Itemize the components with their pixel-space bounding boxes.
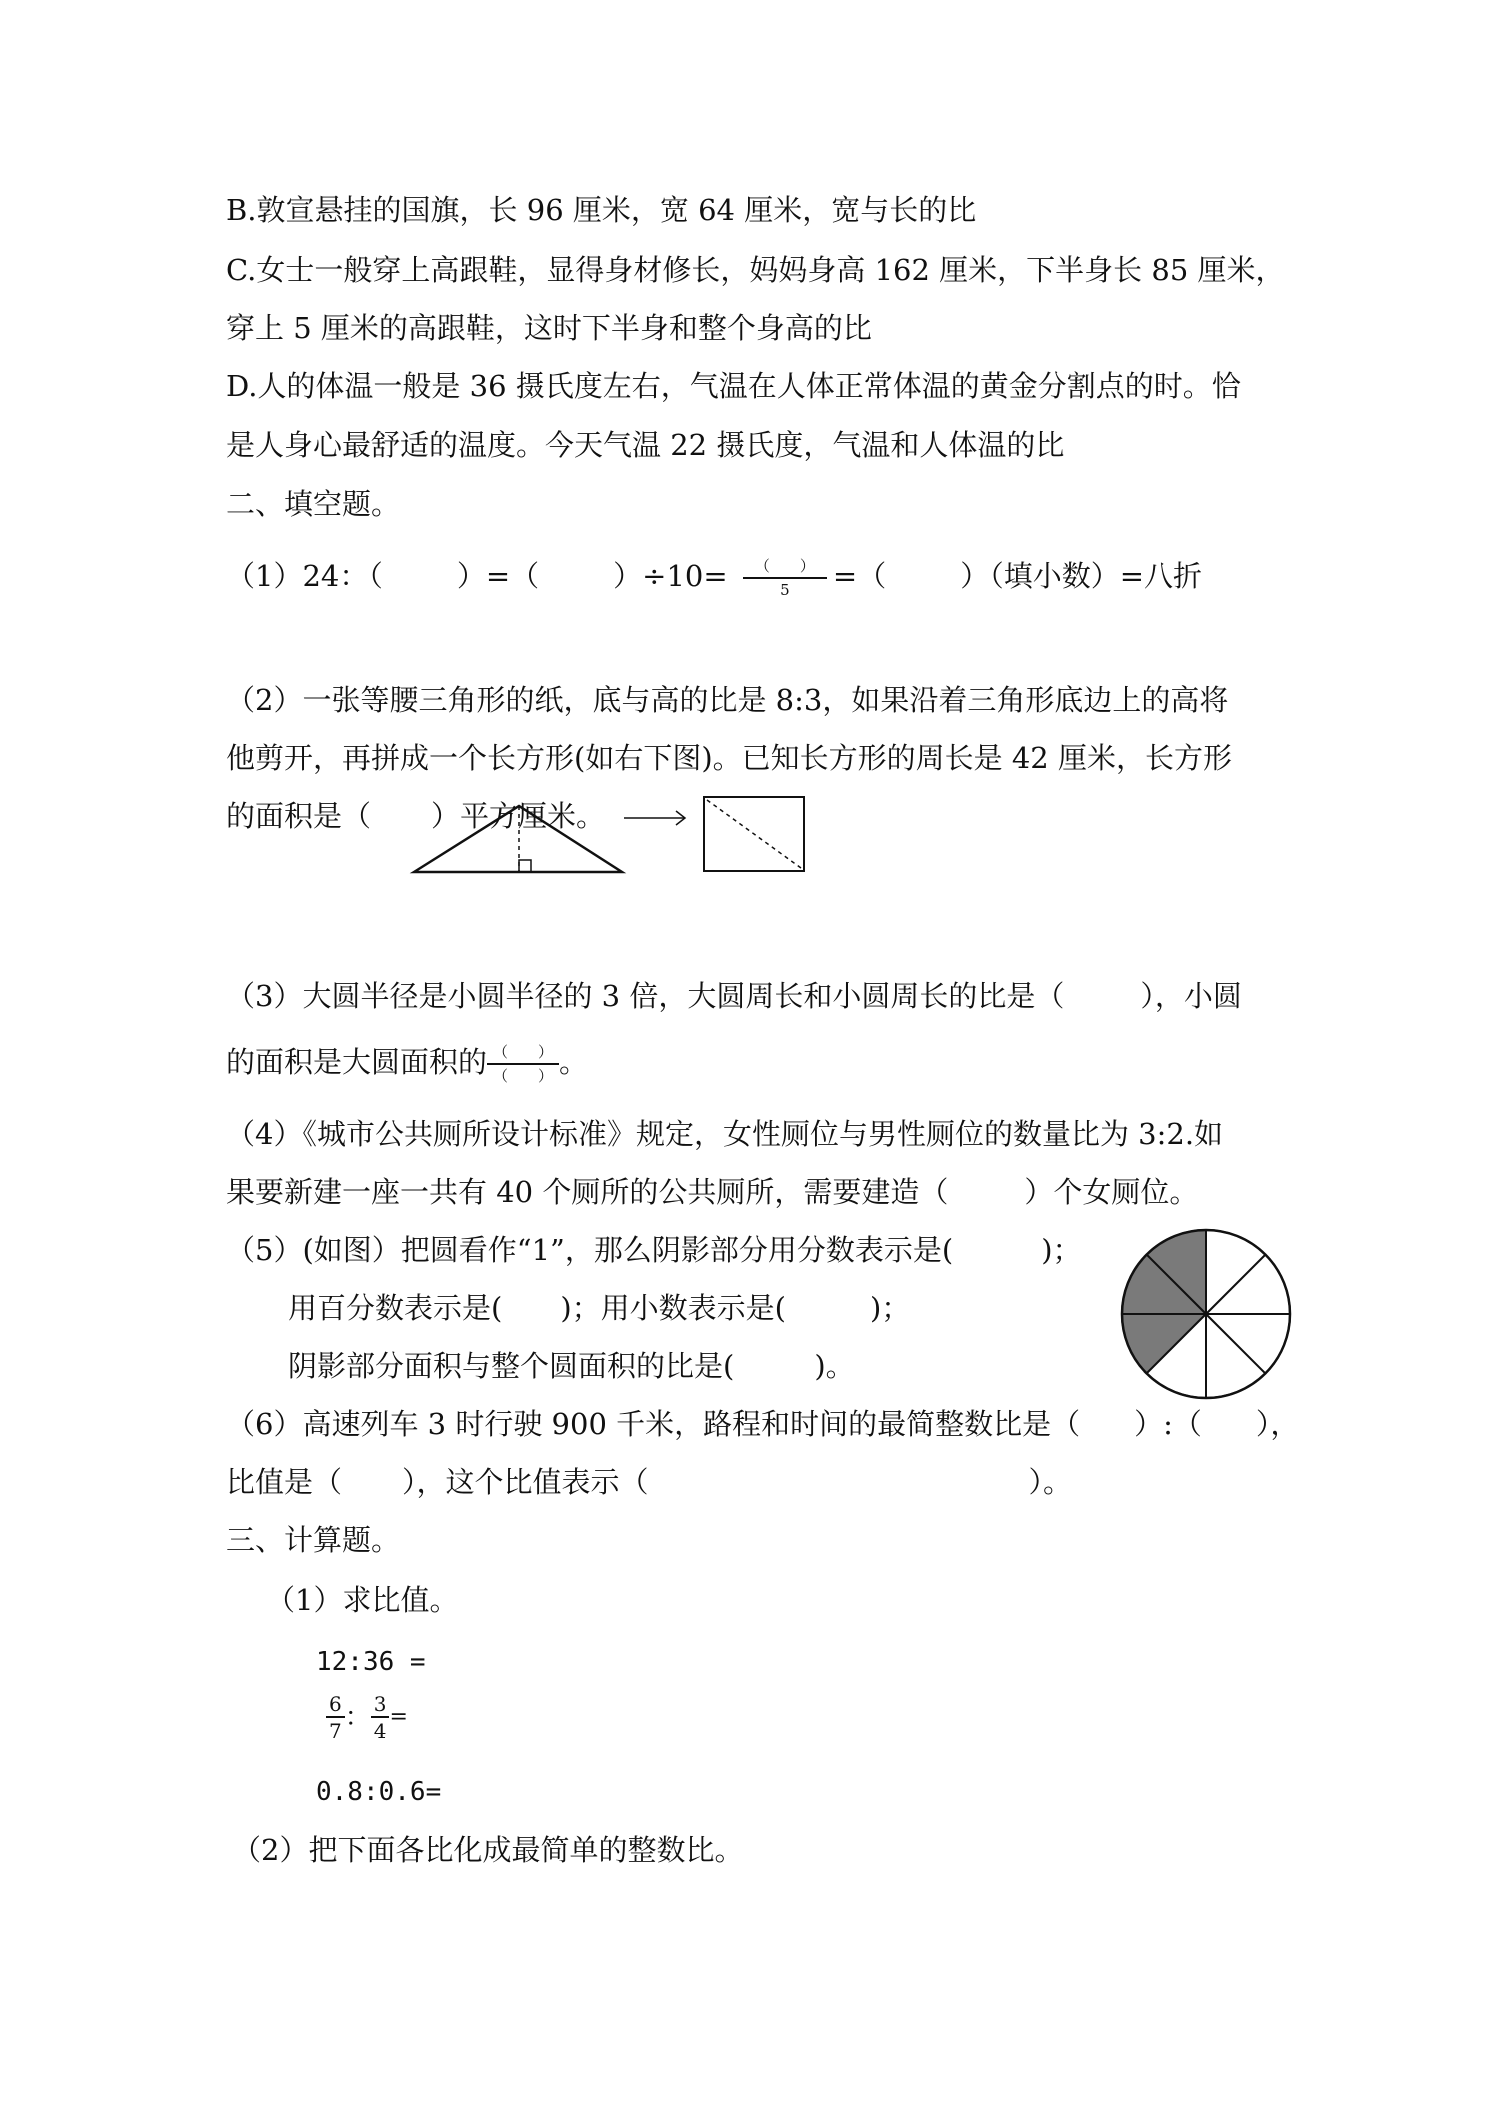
question-6-line1: （6）高速列车 3 时行驶 900 千米，路程和时间的最简整数比是（ ）:（ ）， <box>226 1407 1300 1441</box>
option-c-line2: 穿上 5 厘米的高跟鞋，这时下半身和整个身高的比 <box>226 311 872 345</box>
section-heading-fill-in: 二、填空题。 <box>226 487 401 521</box>
right-arrow-icon <box>622 808 690 828</box>
calc-expression-2: $\frac{6}{7}$ ： $\frac{3}{4}$ = <box>326 1694 408 1741</box>
option-c-line1: C.女士一般穿上高跟鞋，显得身材修长，妈妈身高 162 厘米，下半身长 85 厘米， <box>226 253 1285 287</box>
shaded-circle-figure <box>1118 1226 1294 1402</box>
question-5-line1: （5）(如图）把圆看作“1”，那么阴影部分用分数表示是( )； <box>226 1233 1082 1267</box>
question-3-line1: （3）大圆半径是小圆半径的 3 倍，大圆周长和小圆周长的比是（ ），小圆 <box>226 979 1242 1013</box>
question-6-line2: 比值是（ ），这个比值表示（ ）。 <box>226 1465 1073 1499</box>
question-3-line2: 的面积是大圆面积的 $\frac{( )}{( )}$ 。 <box>226 1042 589 1085</box>
question-2-line3: 的面积是（ ）平方厘米。 <box>226 799 606 833</box>
option-d-line2: 是人身心最舒适的温度。今天气温 22 摄氏度，气温和人体温的比 <box>226 428 1065 462</box>
calc-expression-1: 12:36 = <box>316 1647 426 1677</box>
question-1: （1）24：（ ）=（ ）÷10= $\frac{( )}{5}$ =（ ）（填小数）=八折 <box>226 556 1203 599</box>
fraction-blank[interactable]: $\frac{( )}{( )}$ <box>487 1045 559 1084</box>
fraction-6-7: $\frac{6}{7}$ <box>326 1694 345 1741</box>
isosceles-triangle-figure <box>412 790 626 874</box>
question-5-line2: 用百分数表示是( )；用小数表示是( )； <box>288 1291 911 1325</box>
calc-question-2-title: （2）把下面各比化成最简单的整数比。 <box>232 1833 744 1867</box>
question-4-line2: 果要新建一座一共有 40 个厕所的公共厕所，需要建造（ ）个女厕位。 <box>226 1175 1199 1209</box>
fraction-blank-over-5[interactable]: $\frac{( )}{5}$ <box>743 559 827 598</box>
question-5-line3: 阴影部分面积与整个圆面积的比是( )。 <box>288 1349 855 1383</box>
fraction-3-4: $\frac{3}{4}$ <box>371 1694 390 1741</box>
question-4-line1: （4）《城市公共厕所设计标准》规定，女性厕位与男性厕位的数量比为 3:2.如 <box>226 1117 1224 1151</box>
calc-expression-3: 0.8:0.6= <box>316 1777 442 1807</box>
section-heading-calculation: 三、计算题。 <box>226 1523 401 1557</box>
question-2-line1: （2）一张等腰三角形的纸，底与高的比是 8:3，如果沿着三角形底边上的高将 <box>226 683 1229 717</box>
option-b: B.敦宣悬挂的国旗，长 96 厘米，宽 64 厘米，宽与长的比 <box>226 193 977 227</box>
option-d-line1: D.人的体温一般是 36 摄氏度左右，气温在人体正常体温的黄金分割点的时。恰 <box>226 369 1241 403</box>
rectangle-figure <box>703 796 805 872</box>
calc-question-1-title: （1）求比值。 <box>266 1583 459 1617</box>
question-2-line2: 他剪开，再拼成一个长方形(如右下图)。已知长方形的周长是 42 厘米，长方形 <box>226 741 1232 775</box>
